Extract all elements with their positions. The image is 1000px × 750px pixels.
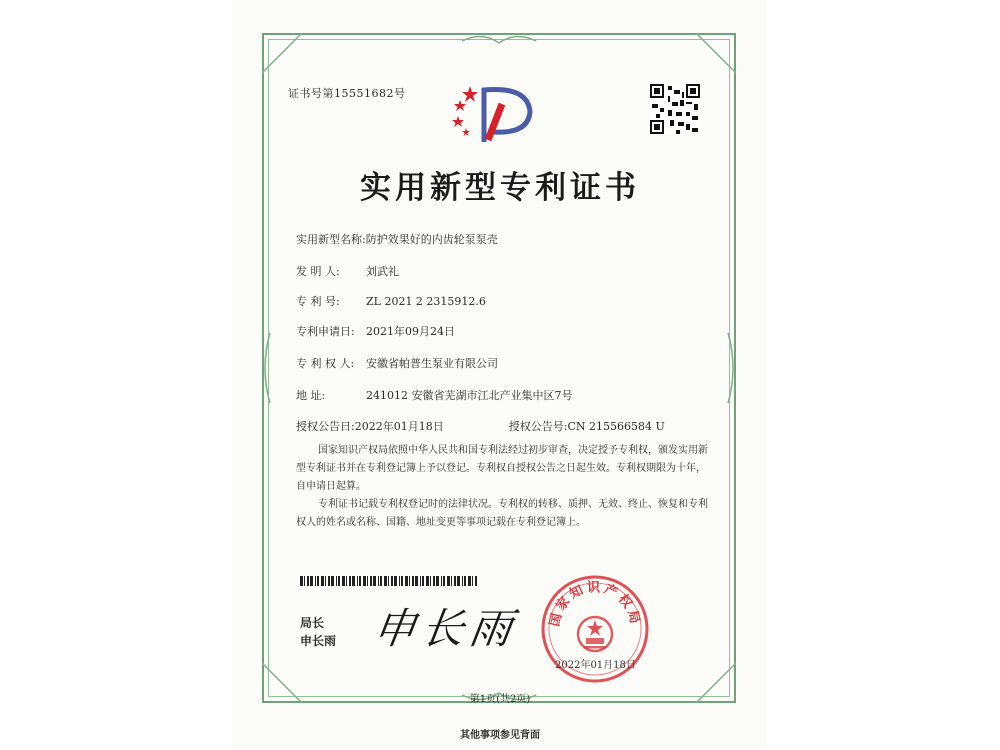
field-label: 专 利 权 人: <box>296 357 355 370</box>
field-grant-info <box>296 418 665 434</box>
director-signature: 申长雨 <box>370 604 522 653</box>
certificate-title: 实用新型专利证书 <box>360 170 640 206</box>
barcode-icon <box>300 576 478 586</box>
grant-date: 2022年01月18日 <box>354 420 444 433</box>
director-title: 局长 <box>300 616 325 630</box>
field-label: 专利申请日: <box>296 325 355 338</box>
field-value: 刘武礼 <box>366 265 399 278</box>
field-address <box>296 387 573 403</box>
patent-logo-icon <box>450 82 542 146</box>
field-value: 2021年09月24日 <box>366 325 455 338</box>
page-info: 第1页(共2页) <box>469 694 531 705</box>
field-value: 241012 安徽省芜湖市江北产业集中区7号 <box>366 389 573 402</box>
back-note: 其他事项参见背面 <box>460 730 540 741</box>
qr-code-icon <box>650 84 700 134</box>
field-label: 地 址: <box>296 389 326 402</box>
seal-date: 2022年01月18日 <box>555 660 636 671</box>
director-name: 申长雨 <box>300 634 337 648</box>
national-emblem-icon <box>578 617 612 651</box>
legal-status-statement: 专利证书记载专利权登记时的法律状况。专利权的转移、质押、无效、终止、恢复和专利权人的姓名或名称、国籍、地址变更等事项记载在专利登记簿上。 <box>296 499 708 528</box>
svg-text:国家知识产权局 <box>546 580 642 628</box>
grant-date-label: 授权公告日: <box>296 420 355 433</box>
field-utility-model-name <box>296 231 498 247</box>
grant-number-label: 授权公告号: <box>508 420 568 433</box>
field-label: 发 明 人: <box>296 265 340 278</box>
field-value: 安徽省帕普生泵业有限公司 <box>366 357 498 370</box>
certificate-number: 证书号第15551682号 <box>288 87 406 100</box>
field-inventor <box>296 263 399 279</box>
field-label: 专 利 号: <box>296 295 340 308</box>
field-value: ZL 2021 2 2315912.6 <box>366 295 486 308</box>
field-patent-number <box>296 293 486 309</box>
field-value: 防护效果好的内齿轮泵泵壳 <box>365 233 498 246</box>
field-label: 实用新型名称: <box>296 233 366 246</box>
grant-statement: 国家知识产权局依照中华人民共和国专利法经过初步审查，决定授予专利权，颁发实用新型专利证书并在专利登记簿上予以登记。专利权自授权公告之日起生效。专利权期限为十年，自申请日起算。 <box>296 445 708 492</box>
seal-text: 国家知识产权局 <box>547 580 643 628</box>
field-patentee <box>296 355 498 371</box>
field-application-date <box>296 323 455 339</box>
grant-number: CN 215566584 U <box>567 420 665 433</box>
